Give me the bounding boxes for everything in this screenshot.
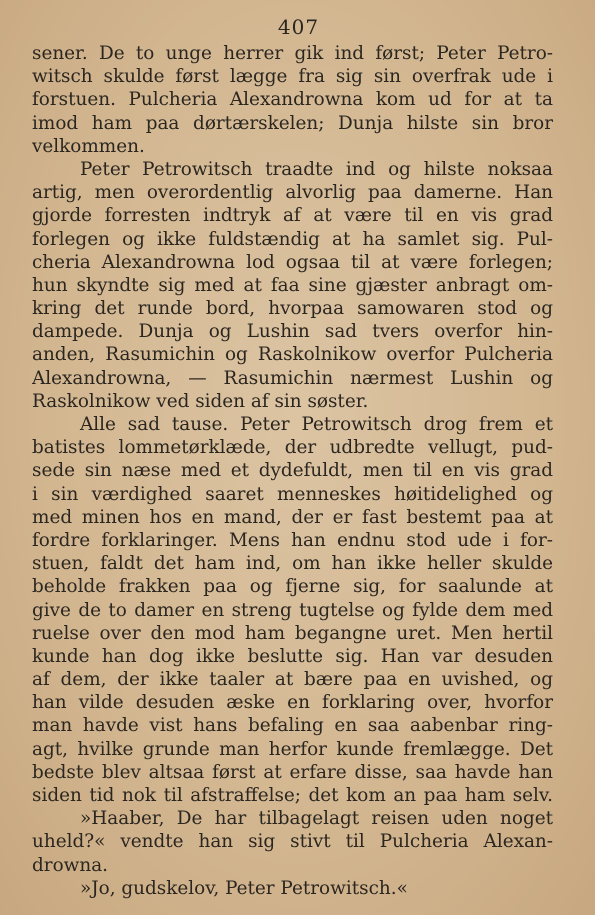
- text-line: velkommen.: [32, 135, 145, 157]
- text-line: Alle sad tause. Peter Petrowitsch drog frem et: [80, 414, 553, 435]
- text-line: anden, Rasumichin og Raskolnikow overfor Pulcheria: [32, 344, 553, 366]
- text-line: i sin værdighed saaret menneskes høitidelighed og: [32, 483, 553, 505]
- text-line: han vilde desuden æske en forklaring over, hvorfor: [32, 692, 553, 714]
- text-line: dampede. Dunja og Lushin sad tvers overfor hin-: [32, 321, 553, 343]
- text-line: hun skyndte sig med at faa sine gjæster anbragt om-: [32, 274, 553, 296]
- text-line: Alexandrowna, — Rasumichin nærmest Lushin og: [32, 367, 553, 389]
- text-line: »Jo, gudskelov, Peter Petrowitsch.«: [80, 877, 408, 899]
- text-line: siden tid nok til afstraffelse; det kom an paa ham selv.: [32, 785, 553, 806]
- text-line: forstuen. Pulcheria Alexandrowna kom ud for at ta: [32, 89, 553, 111]
- text-line: stuen, faldt det ham ind, om han ikke heller skulde: [32, 553, 553, 575]
- page-number: 407: [277, 15, 320, 39]
- text-line: sener. De to unge herrer gik ind først; Peter Petro-: [32, 43, 553, 64]
- text-line: gjorde forresten indtryk af at være til en vis grad: [32, 205, 553, 227]
- text-line: ruelse over den mod ham begangne uret. Men hertil: [32, 622, 553, 644]
- text-line: artig, men overordentlig alvorlig paa damerne. Han: [32, 182, 553, 204]
- text-line: Peter Petrowitsch traadte ind og hilste noksaa: [80, 158, 553, 180]
- text-line: give de to damer en streng tugtelse og fylde dem med: [32, 599, 553, 621]
- text-line: cheria Alexandrowna lod ogsaa til at være forlegen;: [32, 251, 553, 273]
- text-line: af dem, der ikke taaler at bære paa en uvished, og: [32, 669, 553, 691]
- text-line: sede sin næse med et dydefuldt, men til en vis grad: [32, 460, 553, 482]
- text-line: drowna.: [32, 854, 109, 876]
- text-line: witsch skulde først lægge fra sig sin overfrak ude i: [32, 66, 553, 88]
- text-line: kring det runde bord, hvorpaa samowaren stod og: [32, 298, 553, 320]
- text-line: Raskolnikow ved siden af sin søster.: [32, 390, 369, 412]
- text-line: beholde frakken paa og fjerne sig, for saalunde at: [32, 576, 553, 598]
- text-line: fordre forklaringer. Mens han endnu stod ude i for-: [32, 529, 553, 551]
- text-line: uheld?« vendte han sig stivt til Pulcheria Alexan-: [32, 831, 553, 853]
- text-line: bedste blev altsaa først at erfare disse, saa havde han: [32, 761, 553, 783]
- text-line: man havde vist hans befaling en saa aabenbar ring-: [32, 715, 553, 737]
- text-line: imod ham paa dørtærskelen; Dunja hilste sin bror: [32, 112, 553, 134]
- text-line: med minen hos en mand, der er fast bestemt paa at: [32, 506, 553, 528]
- text-line: forlegen og ikke fuldstændig at ha samlet sig. Pul-: [32, 228, 553, 250]
- text-body: [32, 42, 553, 900]
- text-line: »Haaber, De har tilbagelagt reisen uden noget: [80, 808, 553, 830]
- text-line: agt, hvilke grunde man herfor kunde fremlægge. Det: [32, 738, 553, 760]
- text-line: kunde han dog ikke beslutte sig. Han var desuden: [32, 645, 553, 667]
- text-line: batistes lommetørklæde, der udbredte vellugt, pud-: [32, 437, 553, 459]
